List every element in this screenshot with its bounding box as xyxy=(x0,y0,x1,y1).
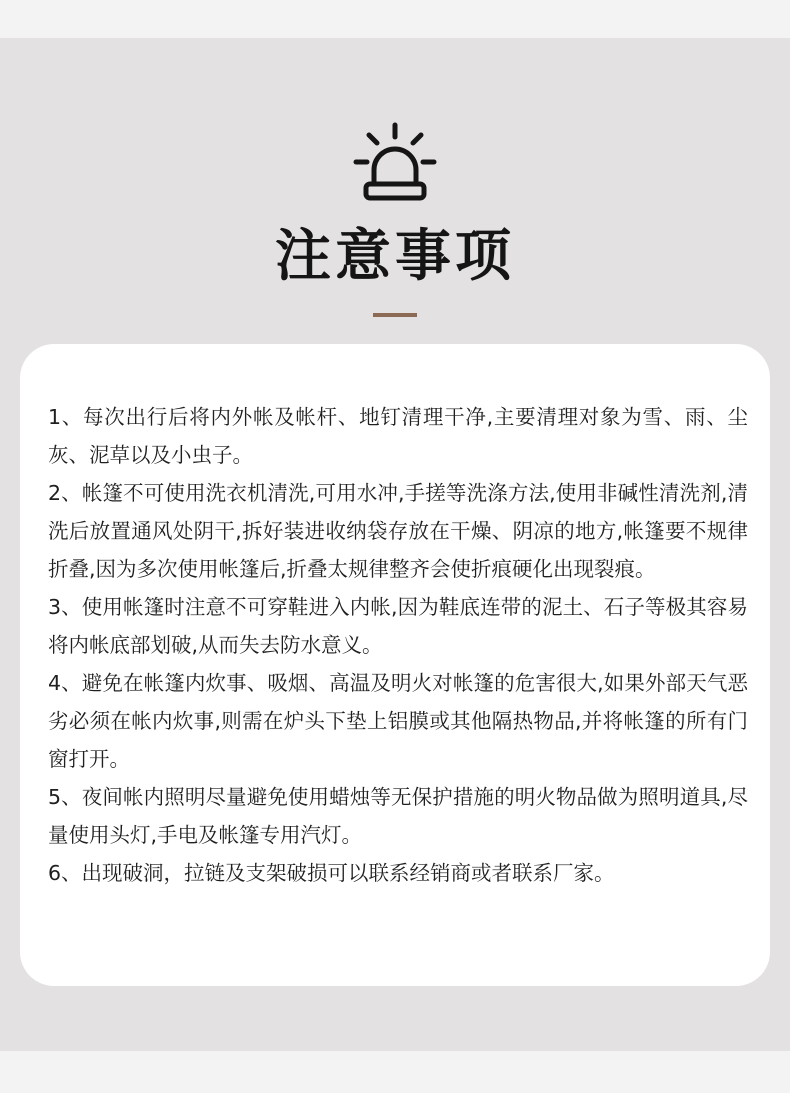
note-item: 1、每次出行后将内外帐及帐杆、地钉清理干净,主要清理对象为雪、雨、尘灰、泥草以及小虫子。 xyxy=(48,405,748,467)
notes-list xyxy=(48,398,748,892)
alarm-beacon-icon xyxy=(352,122,438,204)
note-item: 2、帐篷不可使用洗衣机清洗,可用水冲,手搓等洗涤方法,使用非碱性清洗剂,清洗后放置通风处阴干,拆好装进收纳袋存放在干燥、阴凉的地方,帐篷要不规律折叠,因为多次使用帐篷后,折叠太规律整齐会使折痕硬化出现裂痕。 xyxy=(48,481,748,581)
note-item: 4、避免在帐篷内炊事、吸烟、高温及明火对帐篷的危害很大,如果外部天气恶劣必须在帐内炊事,则需在炉头下垫上铝膜或其他隔热物品,并将帐篷的所有门窗打开。 xyxy=(48,671,748,771)
title-divider xyxy=(373,313,417,317)
page-title: 注意事项 xyxy=(275,224,515,289)
note-item: 6、出现破洞，拉链及支架破损可以联系经销商或者联系厂家。 xyxy=(48,861,615,885)
note-item: 3、使用帐篷时注意不可穿鞋进入内帐,因为鞋底连带的泥土、石子等极其容易将内帐底部划破,从而失去防水意义。 xyxy=(48,595,748,657)
note-item: 5、夜间帐内照明尽量避免使用蜡烛等无保护措施的明火物品做为照明道具,尽量使用头灯,手电及帐篷专用汽灯。 xyxy=(48,785,748,847)
